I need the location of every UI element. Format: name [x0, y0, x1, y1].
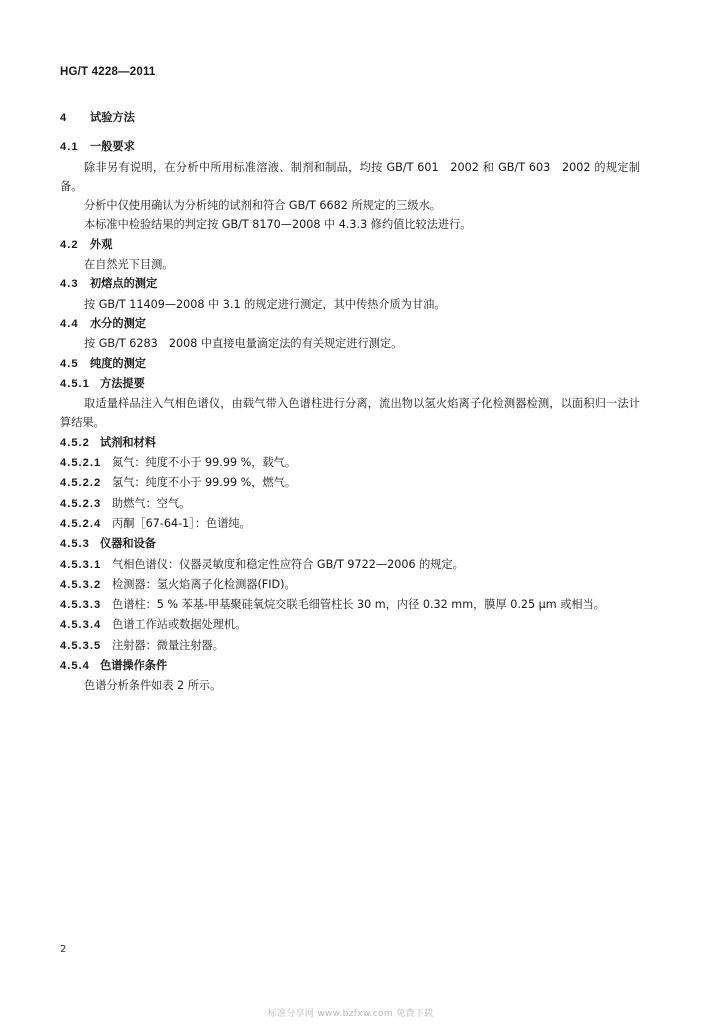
section-title: 一般要求 [90, 140, 135, 154]
section-4-5-heading [60, 354, 640, 374]
section-title: 色谱操作条件 [100, 659, 168, 673]
paragraph: 按 GB/T 6283 2008 中直接电量滴定法的有关规定进行测定。 [84, 337, 403, 351]
section-title: 纯度的测定 [90, 356, 146, 370]
section-number: 4.5.1 [60, 377, 90, 390]
paragraph: 除非另有说明，在分析中所用标准溶液、制剂和制品，均按 GB/T 601 2002 和 GB/T 603 2002 的规定制备。 [60, 160, 640, 193]
clause-text: 色谱工作站或数据处理机。 [112, 618, 247, 632]
section-4-4-heading [60, 314, 640, 334]
section-number: 4.4 [60, 317, 79, 330]
clause-4-5-2-3 [60, 494, 640, 514]
section-title: 试剂和材料 [100, 435, 156, 449]
section-title: 方法提要 [100, 376, 145, 390]
section-number: 4.5 [60, 357, 79, 370]
paragraph: 在自然光下目测。 [84, 258, 174, 272]
paragraph: 分析中仅使用确认为分析纯的试剂和符合 GB/T 6682 所规定的三级水。 [84, 199, 441, 213]
clause-number: 4.5.2.3 [60, 497, 102, 510]
section-number: 4.5.4 [60, 660, 90, 673]
section-4-heading [60, 108, 640, 128]
clause-text: 检测器：氢火焰离子化检测器(FID)。 [112, 577, 296, 591]
watermark-text: 标准分享网 www.bzfxw.com 免费下载 [267, 1009, 434, 1019]
section-4-5-1-heading [60, 374, 640, 394]
clause-4-5-3-1 [60, 555, 640, 575]
section-title: 初熔点的测定 [90, 277, 158, 291]
clause-4-5-3-5 [60, 636, 640, 656]
section-4-5-2-heading [60, 433, 640, 453]
section-title: 试验方法 [90, 111, 135, 124]
clause-text: 色谱柱：5 % 苯基-甲基聚硅氧烷交联毛细管柱长 30 m，内径 0.32 mm，膜厚 0.25 μm 或相当。 [112, 598, 605, 612]
page-number: 2 [60, 944, 67, 955]
section-4-2-heading [60, 235, 640, 255]
clause-number: 4.5.2.1 [60, 457, 102, 470]
clause-number: 4.5.3.3 [60, 599, 102, 612]
standard-code-header: HG/T 4228—2011 [60, 66, 156, 78]
section-4-1-heading [60, 137, 640, 157]
section-title: 水分的测定 [90, 316, 146, 330]
section-title: 仪器和设备 [100, 537, 156, 551]
paragraph: 色谱分析条件如表 2 所示。 [84, 679, 222, 693]
clause-4-5-2-4 [60, 514, 640, 534]
section-number: 4.5.2 [60, 436, 90, 449]
clause-number: 4.5.3.2 [60, 578, 102, 591]
clause-text: 助燃气：空气。 [112, 496, 191, 510]
clause-text: 气相色谱仪：仪器灵敏度和稳定性应符合 GB/T 9722—2006 的规定。 [112, 557, 464, 571]
clause-number: 4.5.2.2 [60, 477, 102, 490]
section-number: 4.2 [60, 238, 79, 251]
section-4-5-3-heading [60, 534, 640, 554]
clause-4-5-3-4 [60, 615, 640, 635]
clause-text: 氮气：纯度不小于 99.99 %，载气。 [112, 456, 297, 470]
clause-text: 丙酮［67-64-1］：色谱纯。 [112, 516, 251, 530]
clause-4-5-2-2 [60, 473, 640, 493]
clause-text: 氢气：纯度不小于 99.99 %，燃气。 [112, 476, 297, 490]
section-title: 外观 [90, 237, 113, 251]
section-number: 4 [60, 112, 68, 124]
paragraph: 本标准中检验结果的判定按 GB/T 8170—2008 中 4.3.3 修约值比较法进行。 [84, 218, 472, 232]
section-number: 4.1 [60, 141, 79, 154]
section-number: 4.3 [60, 278, 79, 291]
paragraph: 取适量样品注入气相色谱仪，由载气带入色谱柱进行分离，流出物以氢火焰离子化检测器检测，以面积归一法计算结果。 [60, 397, 640, 430]
clause-4-5-3-2 [60, 575, 640, 595]
paragraph: 按 GB/T 11409—2008 中 3.1 的规定进行测定，其中传热介质为甘油。 [84, 297, 446, 311]
section-4-5-4-heading [60, 656, 640, 676]
clause-number: 4.5.2.4 [60, 517, 102, 530]
section-4-3-heading [60, 274, 640, 294]
clause-4-5-2-1 [60, 453, 640, 473]
clause-number: 4.5.3.1 [60, 558, 102, 571]
document-body [60, 108, 640, 696]
clause-text: 注射器：微量注射器。 [112, 638, 224, 652]
section-number: 4.5.3 [60, 538, 90, 551]
clause-4-5-3-3 [60, 595, 640, 615]
clause-number: 4.5.3.5 [60, 639, 102, 652]
clause-number: 4.5.3.4 [60, 619, 102, 632]
